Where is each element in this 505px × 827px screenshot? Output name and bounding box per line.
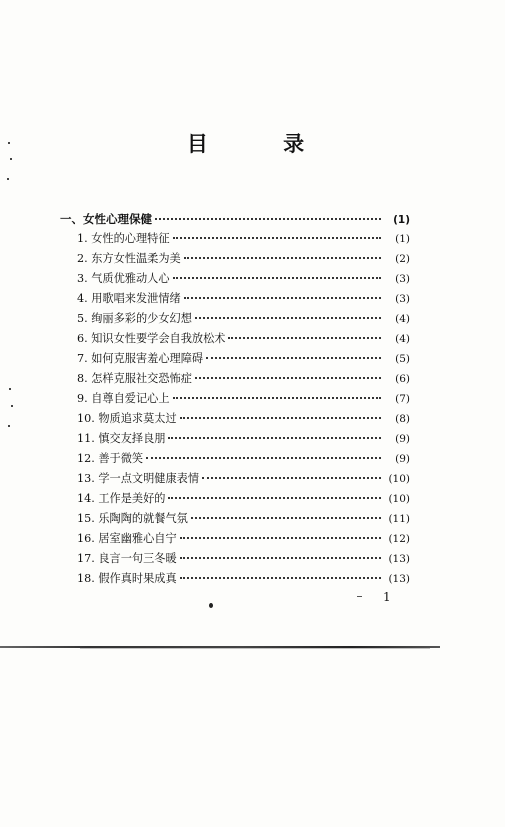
dot-leader — [184, 256, 381, 259]
toc-entry-title: 10. 物质追求莫太过 — [77, 412, 177, 425]
page-folio: 1 — [383, 590, 391, 604]
dot-leader — [195, 316, 381, 319]
toc-entry-title: 5. 绚丽多彩的少女幻想 — [77, 312, 192, 325]
dot-leader — [146, 456, 381, 459]
dot-leader — [180, 416, 381, 419]
margin-speck — [7, 178, 9, 180]
dot-leader — [195, 376, 381, 379]
toc-section-row[interactable] — [60, 209, 410, 229]
toc-entry[interactable] — [60, 569, 410, 589]
toc-entry-title: 11. 慎交友择良朋 — [77, 432, 166, 445]
margin-speck — [9, 388, 11, 390]
dot-leader — [168, 436, 381, 439]
toc-page-number: (10) — [388, 493, 410, 505]
toc-entry[interactable] — [60, 469, 410, 489]
dot-leader — [202, 476, 381, 479]
toc-entry[interactable] — [60, 549, 410, 569]
toc-page-number: (13) — [388, 553, 410, 565]
dot-leader — [173, 276, 381, 279]
toc-entry-title: 8. 怎样克服社交恐怖症 — [77, 372, 192, 385]
toc-entry[interactable] — [60, 449, 410, 469]
toc-page-number: (7) — [395, 393, 410, 405]
toc-entry-title: 4. 用歌唱来发泄情绪 — [77, 292, 181, 305]
toc-entry[interactable] — [60, 229, 410, 249]
dot-leader — [173, 236, 381, 239]
toc-entry[interactable] — [60, 389, 410, 409]
dot-leader — [206, 356, 381, 359]
toc-entry[interactable] — [60, 349, 410, 369]
toc-page-number: (3) — [395, 273, 410, 285]
toc-entry-title: 14. 工作是美好的 — [77, 492, 166, 505]
toc-entry[interactable] — [60, 329, 410, 349]
toc-entry-title: 7. 如何克服害羞心理障碍 — [77, 352, 204, 365]
dot-leader — [155, 217, 381, 220]
toc-entry-title: 1. 女性的心理特征 — [77, 232, 170, 245]
toc-entry[interactable] — [60, 529, 410, 549]
toc-entry-title: 18. 假作真时果成真 — [77, 572, 177, 585]
toc-entry[interactable] — [60, 309, 410, 329]
toc-entry-title: 6. 知识女性要学会自我放松术 — [77, 332, 226, 345]
page-title: 目 录 — [186, 132, 339, 156]
dot-leader — [191, 516, 381, 519]
scan-edge-line — [80, 648, 430, 649]
dot-leader — [228, 336, 381, 339]
ink-dot — [209, 603, 213, 608]
dot-leader — [180, 536, 381, 539]
dot-leader — [184, 296, 381, 299]
toc-page-number: (6) — [395, 373, 410, 385]
toc-entry-title: 9. 自尊自爱记心上 — [77, 392, 170, 405]
toc-entry-title: 2. 东方女性温柔为美 — [77, 252, 181, 265]
toc-entry-title: 12. 善于微笑 — [77, 452, 144, 465]
margin-speck — [8, 425, 10, 427]
toc-page-number: (10) — [388, 473, 410, 485]
toc-entry-title: 15. 乐陶陶的就餐气氛 — [77, 512, 188, 525]
dot-leader — [168, 496, 381, 499]
toc-page-number: (9) — [395, 433, 410, 445]
toc-page-number: (4) — [395, 333, 410, 345]
toc-entry[interactable] — [60, 409, 410, 429]
toc-page-number: (8) — [395, 413, 410, 425]
toc-entry[interactable] — [60, 369, 410, 389]
toc-entry[interactable] — [60, 429, 410, 449]
margin-speck — [10, 158, 12, 160]
toc-entry[interactable] — [60, 249, 410, 269]
toc-section-heading: 一、女性心理保健 — [60, 212, 152, 226]
table-of-contents — [60, 209, 410, 589]
toc-entry[interactable] — [60, 509, 410, 529]
page-mark — [357, 596, 362, 597]
margin-speck — [11, 405, 13, 407]
toc-entry-title: 13. 学一点文明健康表情 — [77, 472, 200, 485]
toc-page-number: (1) — [395, 233, 410, 245]
toc-entry-title: 17. 良言一句三冬暖 — [77, 552, 177, 565]
toc-page-number: (4) — [395, 313, 410, 325]
dot-leader — [173, 396, 381, 399]
toc-page-number: (11) — [388, 513, 410, 525]
toc-page-number: (9) — [395, 453, 410, 465]
toc-entry[interactable] — [60, 269, 410, 289]
toc-entry[interactable] — [60, 289, 410, 309]
dot-leader — [180, 576, 381, 579]
toc-page-number: (12) — [388, 533, 410, 545]
toc-page-number: (13) — [388, 573, 410, 585]
toc-entry-title: 3. 气质优雅动人心 — [77, 272, 170, 285]
toc-page-number: (2) — [395, 253, 410, 265]
toc-page-number: (5) — [395, 353, 410, 365]
toc-entry-title: 16. 居室幽雅心自宁 — [77, 532, 177, 545]
dot-leader — [180, 556, 381, 559]
toc-entry[interactable] — [60, 489, 410, 509]
toc-page-number: (1) — [393, 214, 410, 226]
toc-page-number: (3) — [395, 293, 410, 305]
